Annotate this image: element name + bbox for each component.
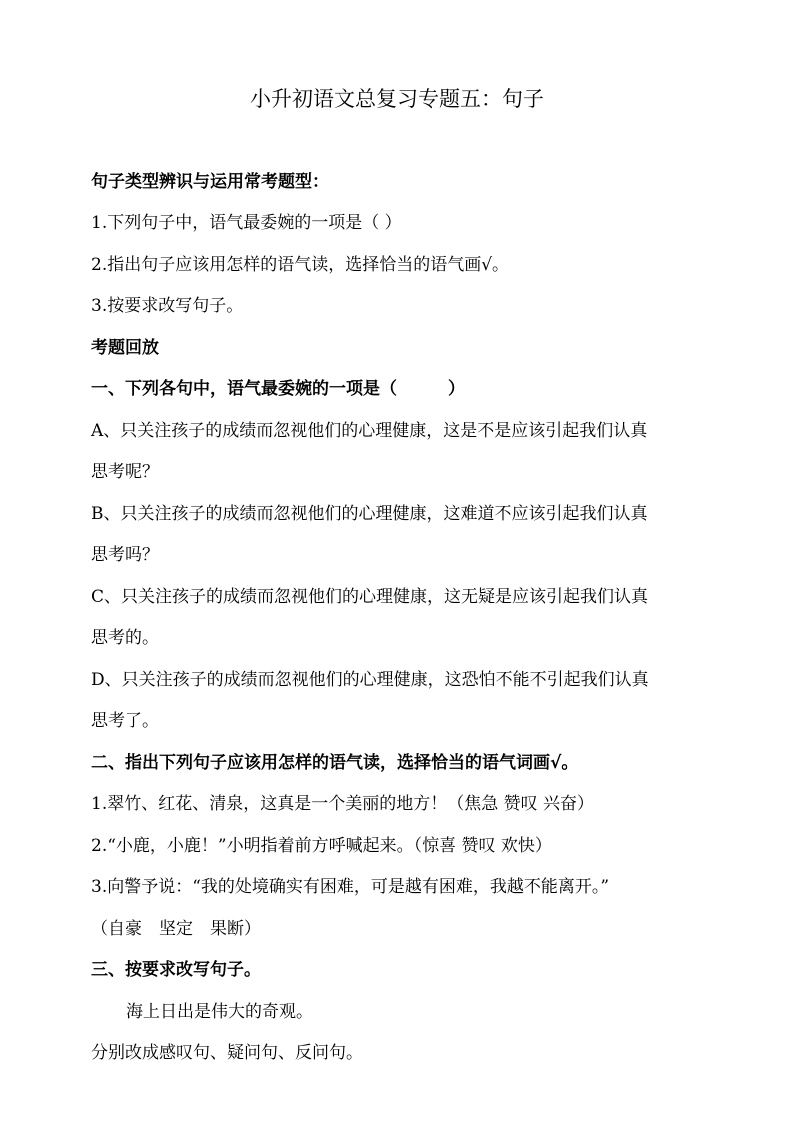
question2-item-3: 3.向警予说：“我的处境确实有困难，可是越有困难，我越不能离开。”: [91, 877, 610, 897]
question1-option-a-line2: 思考呢？: [91, 462, 159, 482]
question1-option-a-line1: A、只关注孩子的成绩而忽视他们的心理健康，这是不是应该引起我们认真: [91, 421, 648, 441]
question1-option-c-line2: 思考的。: [91, 628, 159, 648]
review-heading: 考题回放: [91, 338, 159, 358]
question1-option-b-line2: 思考吗？: [91, 545, 159, 565]
page-title: 小升初语文总复习专题五：句子: [250, 87, 544, 111]
question3-heading: 三、按要求改写句子。: [91, 960, 261, 980]
question3-sentence: 海上日出是伟大的奇观。: [126, 1002, 313, 1022]
type-item-3: 3.按要求改写句子。: [91, 296, 244, 316]
question2-item-3-options: （自豪 坚定 果断）: [91, 919, 261, 939]
type-item-1: 1.下列句子中，语气最委婉的一项是（ ）: [91, 213, 402, 233]
section-types-heading: 句子类型辨识与运用常考题型：: [91, 172, 329, 192]
type-item-2: 2.指出句子应该用怎样的语气读，选择恰当的语气画√。: [91, 255, 510, 275]
question2-item-1: 1.翠竹、红花、清泉，这真是一个美丽的地方！（焦急 赞叹 兴奋）: [91, 794, 595, 814]
question3-instruction: 分别改成感叹句、疑问句、反问句。: [91, 1043, 363, 1063]
question2-item-2: 2.“小鹿，小鹿！”小明指着前方呼喊起来。（惊喜 赞叹 欢快）: [91, 836, 552, 856]
question1-option-b-line1: B、只关注孩子的成绩而忽视他们的心理健康，这难道不应该引起我们认真: [91, 504, 648, 524]
question2-heading: 二、指出下列句子应该用怎样的语气读，选择恰当的语气词画√。: [91, 753, 579, 773]
question1-option-d-line1: D、只关注孩子的成绩而忽视他们的心理健康，这恐怕不能不引起我们认真: [91, 670, 649, 690]
question1-heading: 一、下列各句中，语气最委婉的一项是（ ）: [91, 379, 465, 399]
question1-option-c-line1: C、只关注孩子的成绩而忽视他们的心理健康，这无疑是应该引起我们认真: [91, 587, 649, 607]
question1-option-d-line2: 思考了。: [91, 711, 159, 731]
